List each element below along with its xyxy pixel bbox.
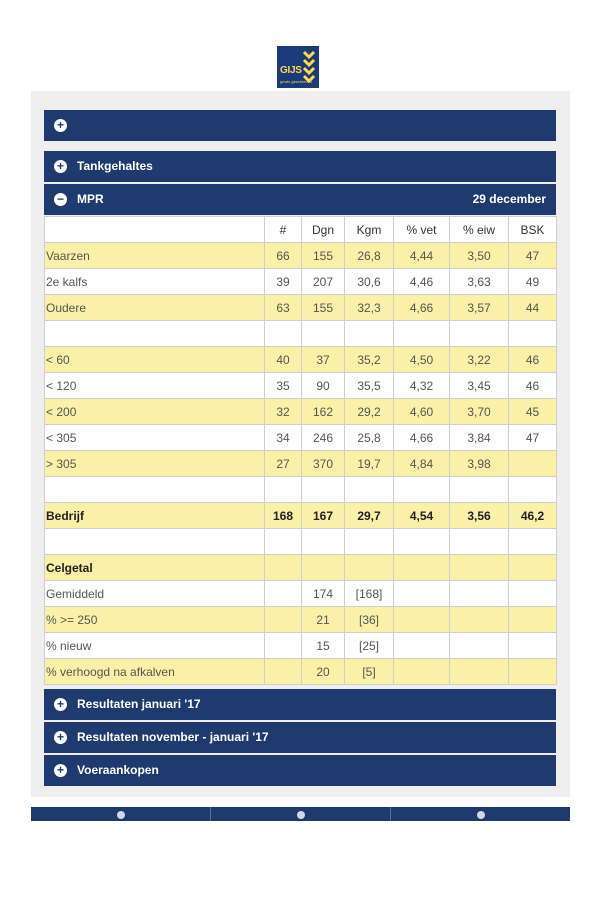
table-row <box>45 373 557 399</box>
row-label-cell <box>45 529 265 555</box>
row-label-cell <box>45 477 265 503</box>
value-cell <box>509 321 557 347</box>
value-cell: 370 <box>302 451 345 477</box>
value-cell <box>394 607 450 633</box>
logo-subtext: gewis geschreven <box>280 79 313 84</box>
value-cell <box>450 529 509 555</box>
value-cell: 155 <box>302 295 345 321</box>
value-cell: 35,2 <box>345 347 394 373</box>
row-label-cell: < 200 <box>45 399 265 425</box>
header-cell <box>45 217 265 243</box>
logo-text: GIJS <box>280 65 302 76</box>
section-label: MPR <box>77 192 104 206</box>
value-cell <box>302 477 345 503</box>
table-row <box>45 243 557 269</box>
chevron-stack-icon <box>303 50 315 84</box>
value-cell <box>509 581 557 607</box>
value-cell: 15 <box>302 633 345 659</box>
mpr-date: 29 december <box>472 192 546 206</box>
value-cell <box>509 633 557 659</box>
value-cell <box>509 607 557 633</box>
table-row <box>45 347 557 373</box>
expand-icon: + <box>54 160 67 173</box>
mpr-table <box>44 216 557 685</box>
value-cell <box>302 555 345 581</box>
value-cell: 32 <box>265 399 302 425</box>
value-cell <box>450 581 509 607</box>
header-cell: % vet <box>394 217 450 243</box>
value-cell: 26,8 <box>345 243 394 269</box>
value-cell: 19,7 <box>345 451 394 477</box>
value-cell: 21 <box>302 607 345 633</box>
table-row <box>45 633 557 659</box>
expand-icon: + <box>54 731 67 744</box>
value-cell: 4,60 <box>394 399 450 425</box>
value-cell <box>265 607 302 633</box>
value-cell: 37 <box>302 347 345 373</box>
table-row <box>45 659 557 685</box>
value-cell <box>509 477 557 503</box>
row-label-cell: 2e kalfs <box>45 269 265 295</box>
value-cell: 20 <box>302 659 345 685</box>
table-header-row <box>45 217 557 243</box>
section-header-top[interactable] <box>44 110 556 141</box>
table-row <box>45 555 557 581</box>
value-cell <box>450 321 509 347</box>
value-cell <box>265 555 302 581</box>
section-header-tankgehaltes[interactable] <box>44 151 556 182</box>
row-label-cell: Celgetal <box>45 555 265 581</box>
value-cell <box>265 321 302 347</box>
header-cell: % eiw <box>450 217 509 243</box>
value-cell: 4,50 <box>394 347 450 373</box>
value-cell <box>450 659 509 685</box>
row-label-cell: Oudere <box>45 295 265 321</box>
value-cell: 3,50 <box>450 243 509 269</box>
value-cell <box>394 659 450 685</box>
value-cell: 3,70 <box>450 399 509 425</box>
header-cell: BSK <box>509 217 557 243</box>
table-row <box>45 321 557 347</box>
value-cell <box>450 555 509 581</box>
value-cell <box>509 555 557 581</box>
value-cell <box>509 451 557 477</box>
nav-divider <box>390 807 391 821</box>
value-cell <box>394 321 450 347</box>
value-cell <box>265 581 302 607</box>
value-cell: 46 <box>509 347 557 373</box>
value-cell: 29,7 <box>345 503 394 529</box>
value-cell <box>394 529 450 555</box>
value-cell <box>265 477 302 503</box>
value-cell <box>509 529 557 555</box>
nav-home-icon[interactable] <box>117 811 125 819</box>
nav-settings-icon[interactable] <box>477 811 485 819</box>
value-cell <box>265 659 302 685</box>
value-cell: 47 <box>509 243 557 269</box>
row-label-cell: Bedrijf <box>45 503 265 529</box>
value-cell: 40 <box>265 347 302 373</box>
value-cell <box>394 555 450 581</box>
value-cell: 29,2 <box>345 399 394 425</box>
value-cell <box>265 529 302 555</box>
value-cell: 49 <box>509 269 557 295</box>
value-cell: 4,66 <box>394 295 450 321</box>
gijs-logo <box>277 46 319 88</box>
table-row <box>45 425 557 451</box>
value-cell: 3,45 <box>450 373 509 399</box>
section-header-mpr[interactable] <box>44 184 556 215</box>
table-row <box>45 581 557 607</box>
value-cell <box>345 477 394 503</box>
value-cell <box>450 477 509 503</box>
value-cell: 47 <box>509 425 557 451</box>
value-cell: 207 <box>302 269 345 295</box>
value-cell: 39 <box>265 269 302 295</box>
value-cell: 3,98 <box>450 451 509 477</box>
value-cell <box>302 529 345 555</box>
row-label-cell <box>45 321 265 347</box>
row-label-cell: Gemiddeld <box>45 581 265 607</box>
value-cell: 3,84 <box>450 425 509 451</box>
value-cell: 3,63 <box>450 269 509 295</box>
table-row <box>45 607 557 633</box>
value-cell <box>302 321 345 347</box>
value-cell <box>345 555 394 581</box>
row-label-cell: % verhoogd na afkalven <box>45 659 265 685</box>
value-cell: 25,8 <box>345 425 394 451</box>
value-cell: 4,66 <box>394 425 450 451</box>
value-cell: 3,57 <box>450 295 509 321</box>
row-label-cell: < 60 <box>45 347 265 373</box>
value-cell: 66 <box>265 243 302 269</box>
value-cell: 46,2 <box>509 503 557 529</box>
nav-divider <box>210 807 211 821</box>
value-cell: 32,3 <box>345 295 394 321</box>
row-label-cell: Vaarzen <box>45 243 265 269</box>
value-cell: 168 <box>265 503 302 529</box>
value-cell: 30,6 <box>345 269 394 295</box>
value-cell: 34 <box>265 425 302 451</box>
value-cell: 3,56 <box>450 503 509 529</box>
value-cell: 45 <box>509 399 557 425</box>
value-cell <box>394 633 450 659</box>
value-cell: 246 <box>302 425 345 451</box>
value-cell: 4,54 <box>394 503 450 529</box>
expand-icon: + <box>54 764 67 777</box>
header-cell: Dgn <box>302 217 345 243</box>
value-cell: 174 <box>302 581 345 607</box>
value-cell: 167 <box>302 503 345 529</box>
value-cell: 44 <box>509 295 557 321</box>
table-row <box>45 529 557 555</box>
value-cell: [36] <box>345 607 394 633</box>
header-cell: Kgm <box>345 217 394 243</box>
row-label-cell: > 305 <box>45 451 265 477</box>
table-row <box>45 477 557 503</box>
row-label-cell: < 305 <box>45 425 265 451</box>
table-row <box>45 399 557 425</box>
table-row <box>45 295 557 321</box>
value-cell: 4,46 <box>394 269 450 295</box>
value-cell: [168] <box>345 581 394 607</box>
value-cell <box>345 321 394 347</box>
row-label-cell: % >= 250 <box>45 607 265 633</box>
value-cell: 4,44 <box>394 243 450 269</box>
value-cell: 90 <box>302 373 345 399</box>
value-cell <box>509 659 557 685</box>
row-label-cell: < 120 <box>45 373 265 399</box>
value-cell: 35,5 <box>345 373 394 399</box>
value-cell <box>394 477 450 503</box>
value-cell: [5] <box>345 659 394 685</box>
value-cell <box>394 581 450 607</box>
row-label-cell: % nieuw <box>45 633 265 659</box>
value-cell: 162 <box>302 399 345 425</box>
collapse-icon: − <box>54 193 67 206</box>
section-header-voeraankopen[interactable] <box>44 755 556 786</box>
value-cell: 46 <box>509 373 557 399</box>
value-cell: 155 <box>302 243 345 269</box>
bottom-nav <box>31 807 570 821</box>
header-cell: # <box>265 217 302 243</box>
value-cell: 3,22 <box>450 347 509 373</box>
section-label: Resultaten november - januari '17 <box>77 730 269 744</box>
value-cell <box>265 633 302 659</box>
section-label: Tankgehaltes <box>77 159 153 173</box>
value-cell: 35 <box>265 373 302 399</box>
section-header-resultaten-nov-jan[interactable] <box>44 722 556 753</box>
table-row <box>45 269 557 295</box>
value-cell: 4,32 <box>394 373 450 399</box>
value-cell <box>450 607 509 633</box>
section-label: Resultaten januari '17 <box>77 697 201 711</box>
value-cell <box>345 529 394 555</box>
table-row <box>45 451 557 477</box>
section-label: Voeraankopen <box>77 763 159 777</box>
expand-icon: + <box>54 698 67 711</box>
value-cell: 63 <box>265 295 302 321</box>
section-header-resultaten-januari[interactable] <box>44 689 556 720</box>
expand-icon: + <box>54 119 67 132</box>
nav-menu-icon[interactable] <box>297 811 305 819</box>
value-cell <box>450 633 509 659</box>
value-cell: [25] <box>345 633 394 659</box>
value-cell: 27 <box>265 451 302 477</box>
value-cell: 4,84 <box>394 451 450 477</box>
table-row <box>45 503 557 529</box>
